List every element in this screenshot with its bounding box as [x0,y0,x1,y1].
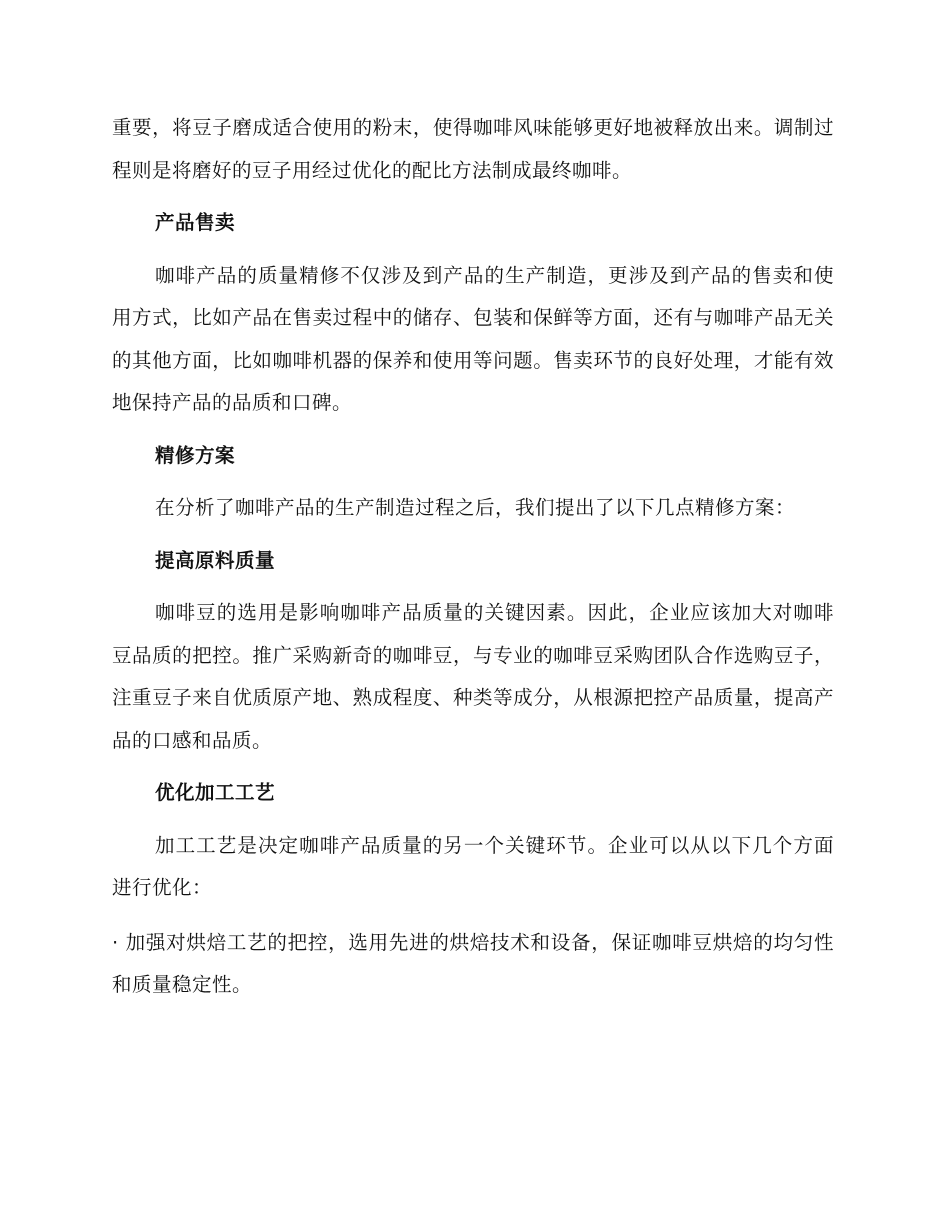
spacer [112,815,834,825]
paragraph-grinding-and-brewing: 重要，将豆子磨成适合使用的粉末，使得咖啡风味能够更好地被释放出来。调制过程则是将磨好的豆子用经过优化的配比方法制成最终咖啡。 [112,116,834,182]
paragraph-product-sales: 咖啡产品的质量精修不仅涉及到产品的生产制造，更涉及到产品的售卖和使用方式，比如产品在售卖过程中的储存、包装和保鲜等方面，还有与咖啡产品无关的其他方面，比如咖啡机器的保养和使用等问题。售卖环节的良好处理，才能有效地保持产品的品质和口碑。 [112,263,834,414]
paragraph-raw-material-quality: 咖啡豆的选用是影响咖啡产品质量的关键因素。因此，企业应该加大对咖啡豆品质的把控。推广采购新奇的咖啡豆，与专业的咖啡豆采购团队合作选购豆子，注重豆子来自优质原产地、熟成程度、种类等成分，从根源把控产品质量，提高产品的口感和品质。 [112,601,834,752]
spacer [112,762,834,772]
spacer [112,192,834,202]
spacer [112,910,834,922]
paragraph-refinement-intro: 在分析了咖啡产品的生产制造过程之后，我们提出了以下几点精修方案： [155,496,796,519]
spacer [112,530,834,540]
section-heading-product-sales: 产品售卖 [155,211,236,234]
spacer [112,477,834,487]
spacer [112,425,834,435]
spacer [112,245,834,255]
bullet-item-roasting-control: · 加强对烘焙工艺的把控，选用先进的烘焙技术和设备，保证咖啡豆烘焙的均匀性和质量稳定性。 [112,930,834,996]
document-body [112,107,834,1007]
section-heading-refinement-plan: 精修方案 [155,443,236,467]
spacer [112,582,834,592]
section-heading-processing-optimization: 优化加工工艺 [155,781,276,804]
paragraph-processing-optimization: 加工工艺是决定咖啡产品质量的另一个关键环节。企业可以从以下几个方面进行优化： [112,833,834,899]
section-heading-raw-material-quality: 提高原料质量 [155,548,276,572]
